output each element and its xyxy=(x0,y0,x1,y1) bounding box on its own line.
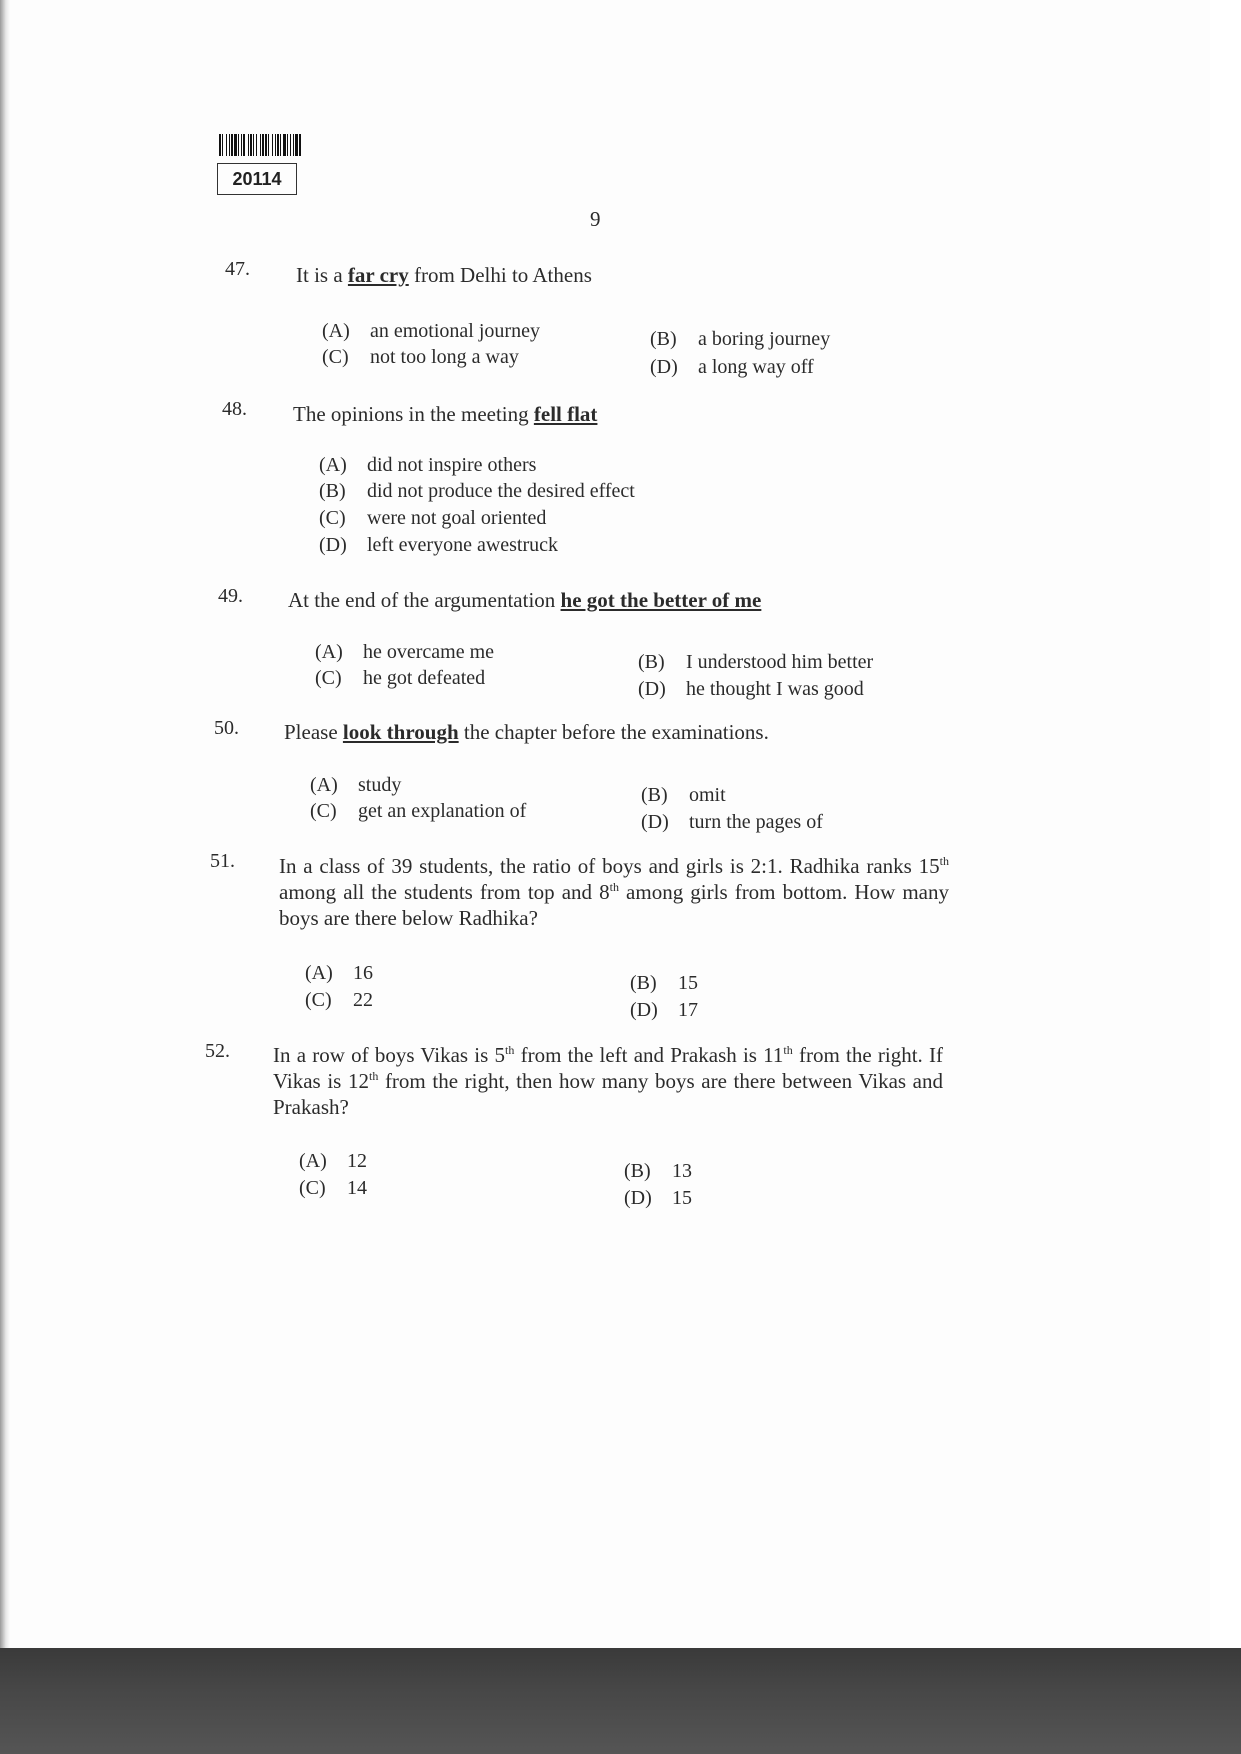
question-47-stem: It is a far cry from Delhi to Athens xyxy=(296,263,592,287)
question-52-option-c: (C) 14 xyxy=(299,1177,367,1199)
question-50-option-c: (C) get an explanation of xyxy=(310,800,527,822)
exam-code: 20114 xyxy=(217,163,297,195)
question-49-option-d: (D) he thought I was good xyxy=(638,678,864,700)
question-47-option-b: (B) a boring journey xyxy=(650,328,831,350)
question-49-option-a: (A) he overcame me xyxy=(315,641,495,663)
question-52-option-b: (B) 13 xyxy=(624,1160,692,1182)
question-47-option-a: (A) an emotional journey xyxy=(322,320,540,342)
question-50-option-b: (B) omit xyxy=(641,784,726,806)
page-margin-right xyxy=(1210,0,1241,1648)
question-50-option-a: (A) study xyxy=(310,774,402,796)
question-48-option-c: (C) were not goal oriented xyxy=(319,507,547,529)
question-50-stem: Please look through the chapter before the examinations. xyxy=(284,720,769,744)
question-49-option-c: (C) he got defeated xyxy=(315,667,486,689)
idiom-phrase: fell flat xyxy=(533,402,598,426)
barcode xyxy=(219,134,351,156)
question-52-option-d: (D) 15 xyxy=(624,1187,692,1209)
question-51-option-d: (D) 17 xyxy=(630,999,698,1021)
question-47-option-d: (D) a long way off xyxy=(650,356,814,378)
question-48-number: 48. xyxy=(222,398,247,420)
question-51-option-c: (C) 22 xyxy=(305,989,373,1011)
question-49-number: 49. xyxy=(218,585,243,607)
question-51-option-b: (B) 15 xyxy=(630,972,698,994)
question-47-option-c: (C) not too long a way xyxy=(322,346,519,368)
question-51-number: 51. xyxy=(210,850,235,872)
page-number: 9 xyxy=(590,207,601,231)
idiom-phrase: he got the better of me xyxy=(560,588,762,612)
idiom-phrase: look through xyxy=(342,720,459,744)
question-51-stem: In a class of 39 students, the ratio of boys and girls is 2:1. Radhika ranks 15th among all the students from top and 8th among girls from bottom. How many boys are there below Radhika? xyxy=(279,854,949,930)
question-47-number: 47. xyxy=(225,258,250,280)
question-51-option-a: (A) 16 xyxy=(305,962,373,984)
question-48-stem: The opinions in the meeting fell flat xyxy=(293,402,598,426)
idiom-phrase: far cry xyxy=(347,263,409,287)
question-52-number: 52. xyxy=(205,1040,230,1062)
question-49-option-b: (B) I understood him better xyxy=(638,651,874,673)
question-50-option-d: (D) turn the pages of xyxy=(641,811,823,833)
barcode-bar xyxy=(299,134,301,156)
question-48-option-d: (D) left everyone awestruck xyxy=(319,534,559,556)
question-52-option-a: (A) 12 xyxy=(299,1150,367,1172)
scanner-background-strip xyxy=(0,1648,1241,1754)
question-49-stem: At the end of the argumentation he got the better of me xyxy=(288,588,762,612)
scan-left-edge xyxy=(0,0,10,1648)
question-52-stem: In a row of boys Vikas is 5th from the left and Prakash is 11th from the right. If Vikas is 12th from the right, then how many boys are there between Vikas and Prakash? xyxy=(273,1043,943,1119)
question-48-option-a: (A) did not inspire others xyxy=(319,454,537,476)
question-48-option-b: (B) did not produce the desired effect xyxy=(319,480,635,502)
question-50-number: 50. xyxy=(214,717,239,739)
